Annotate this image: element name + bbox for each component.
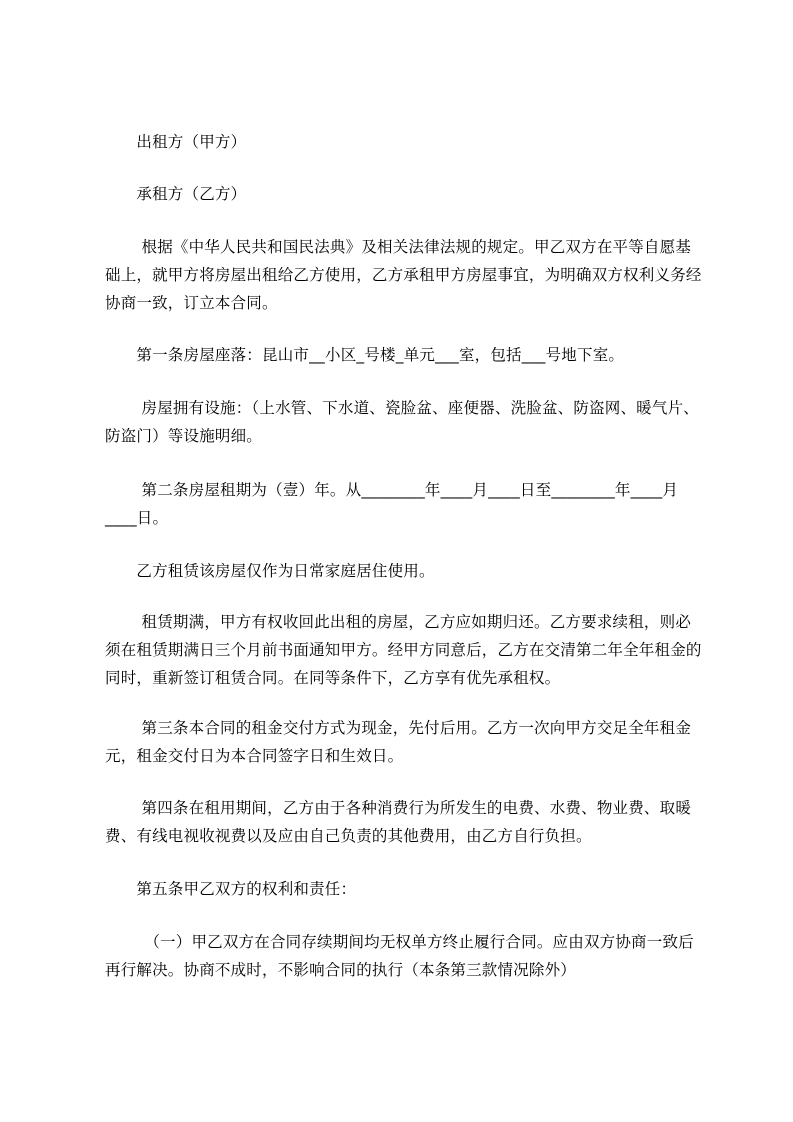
paragraph-usage: 乙方租赁该房屋仅作为日常家庭居住使用。 bbox=[105, 562, 435, 580]
paragraph-article-3: 第三条本合同的租金交付方式为现金，先付后用。乙方一次向甲方交足全年租金元，租金交付日为本合同签字日和生效日。 bbox=[105, 719, 692, 765]
paragraph-article-5: 第五条甲乙双方的权利和责任： bbox=[105, 880, 357, 898]
paragraph-preamble: 根据《中华人民共和国民法典》及相关法律法规的规定。甲乙双方在平等自愿基础上，就甲方将房屋出租给乙方使用，乙方承租甲方房屋事宜，为明确双方权利义务经协商一致，订立本合同。 bbox=[105, 238, 702, 312]
paragraph-lessee: 承租方（乙方） bbox=[105, 185, 247, 203]
paragraph-lessor: 出租方（甲方） bbox=[105, 133, 247, 151]
paragraph-facilities: 房屋拥有设施：（上水管、下水道、瓷脸盆、座便器、洗脸盆、防盗网、暖气片、防盗门）等设施明细。 bbox=[105, 399, 699, 445]
paragraph-article-2: 第二条房屋租期为（壹）年。从________年____月____日至________年____月____日。 bbox=[105, 481, 679, 527]
paragraph-renewal: 租赁期满，甲方有权收回此出租的房屋，乙方应如期归还。乙方要求续租，则必须在租赁期满日三个月前书面通知甲方。经甲方同意后，乙方在交清第二年全年租金的同时，重新签订租赁合同。在同等条件下，乙方享有优先承租权。 bbox=[105, 613, 702, 687]
paragraph-article-1: 第一条房屋座落：昆山市__小区_号楼_单元___室，包括___号地下室。 bbox=[105, 346, 625, 364]
paragraph-article-4: 第四条在租用期间，乙方由于各种消费行为所发生的电费、水费、物业费、取暖费、有线电视收视费以及应由自己负责的其他费用，由乙方自行负担。 bbox=[105, 799, 692, 845]
paragraph-article-5-clause-1: （一）甲乙双方在合同存续期间均无权单方终止履行合同。应由双方协商一致后再行解决。协商不成时，不影响合同的执行（本条第三款情况除外） bbox=[105, 933, 694, 979]
